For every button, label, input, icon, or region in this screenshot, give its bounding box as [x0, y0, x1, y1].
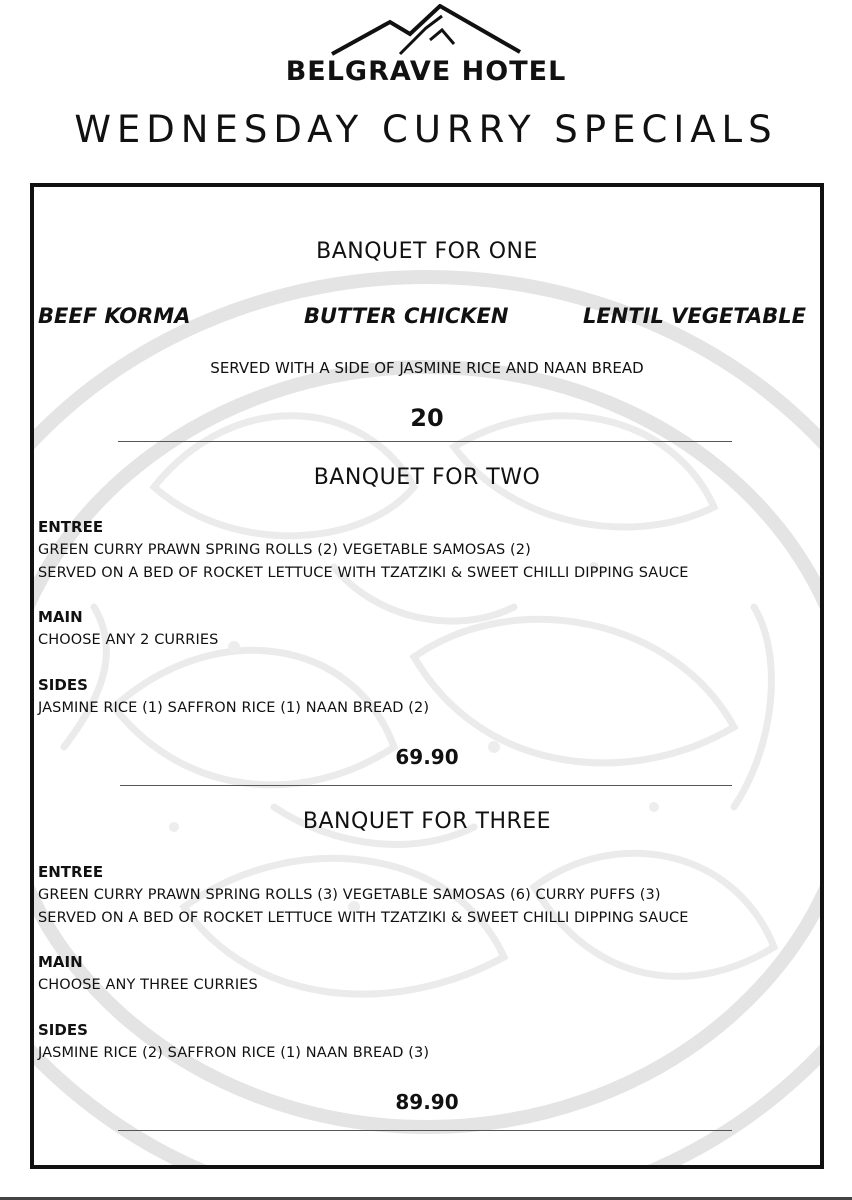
banquet-three-entree-label: ENTREE — [38, 863, 104, 881]
banquet-two-main-label: MAIN — [38, 608, 83, 626]
dish-lentil-vegetable: LENTIL VEGETABLE — [583, 304, 806, 328]
banquet-two-price: 69.90 — [395, 745, 459, 769]
page-title: WEDNESDAY CURRY SPECIALS — [74, 108, 778, 151]
banquet-two-entree-line: GREEN CURRY PRAWN SPRING ROLLS (2) VEGETABLE SAMOSAS (2) — [38, 542, 531, 558]
hotel-name: BELGRAVE HOTEL — [285, 56, 567, 87]
divider — [118, 441, 732, 442]
banquet-two-title: BANQUET FOR TWO — [313, 465, 541, 490]
banquet-three-sides-line: JASMINE RICE (2) SAFFRON RICE (1) NAAN BREAD (3) — [38, 1045, 430, 1061]
banquet-three-price: 89.90 — [395, 1090, 459, 1114]
banquet-two-entree-line: SERVED ON A BED OF ROCKET LETTUCE WITH TZATZIKI & SWEET CHILLI DIPPING SAUCE — [38, 565, 689, 581]
dish-beef-korma: BEEF KORMA — [38, 304, 191, 328]
banquet-one-price: 20 — [410, 404, 444, 432]
banquet-two-main-line: CHOOSE ANY 2 CURRIES — [38, 632, 219, 648]
banquet-three-sides-label: SIDES — [38, 1021, 88, 1039]
banquet-three-entree-line: GREEN CURRY PRAWN SPRING ROLLS (3) VEGETABLE SAMOSAS (6) CURRY PUFFS (3) — [38, 887, 661, 903]
menu-frame — [30, 183, 824, 1169]
banquet-one-served-with: SERVED WITH A SIDE OF JASMINE RICE AND NAAN BREAD — [210, 359, 644, 377]
banquet-three-main-label: MAIN — [38, 953, 83, 971]
mountain-icon — [330, 4, 522, 56]
banquet-two-sides-line: JASMINE RICE (1) SAFFRON RICE (1) NAAN BREAD (2) — [38, 700, 430, 716]
banquet-one-title: BANQUET FOR ONE — [316, 239, 538, 264]
divider — [120, 785, 732, 786]
banquet-two-sides-label: SIDES — [38, 676, 88, 694]
dish-butter-chicken: BUTTER CHICKEN — [304, 304, 509, 328]
divider — [118, 1130, 732, 1131]
banquet-two-entree-label: ENTREE — [38, 518, 104, 536]
menu-content — [34, 187, 820, 1165]
banquet-three-main-line: CHOOSE ANY THREE CURRIES — [38, 977, 258, 993]
banquet-three-title: BANQUET FOR THREE — [302, 809, 552, 834]
banquet-three-entree-line: SERVED ON A BED OF ROCKET LETTUCE WITH TZATZIKI & SWEET CHILLI DIPPING SAUCE — [38, 910, 689, 926]
